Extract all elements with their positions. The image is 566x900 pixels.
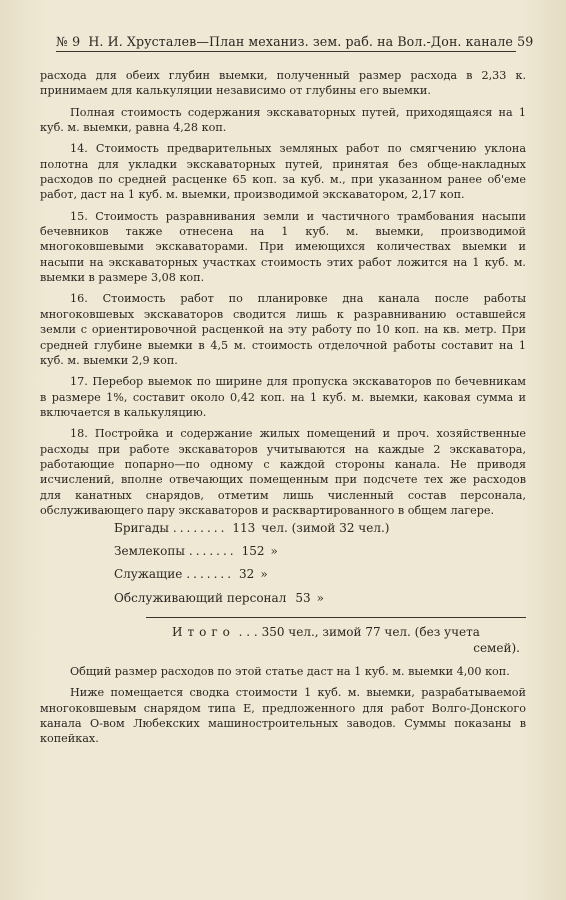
- staff-count: 113: [232, 521, 256, 535]
- paragraph-track-cost: Полная стоимость содержания экскаваторных путей, приходящаяся на 1 куб. м. выемки, равна 4,28 коп.: [40, 105, 526, 135]
- staff-unit: »: [270, 544, 278, 559]
- total-divider: [146, 617, 526, 618]
- staff-count: 152: [241, 544, 265, 559]
- paragraph-16: 16. Стоимость работ по планировке дна канала после работы многоковшевых экскаваторов сводится лишь к разравниванию оставшейся земли с ориентировочной расценкой на эту работу по 10 коп. на кв. метр. При средней глубине выемки в 4,5 м. стоимость отделочной работы составит на 1 куб. м. выемки 2,9 коп.: [40, 292, 526, 367]
- issue-number: № 9: [56, 34, 81, 49]
- leader-dots: .......: [188, 544, 237, 559]
- paragraph-15: 15. Стоимость разравнивания земли и частичного трамбования насыпи бечевников также отнесена на 1 куб. м. выемки, производимой многоковшевыми экскаваторами. При имеющихся количествах выемки и насыпи на экскаваторных участках стоимость этих работ ложится на 1 куб. м. выемки в размере 3,08 коп.: [40, 209, 526, 285]
- leader-dots: .......: [186, 567, 235, 582]
- closing-text: [40, 664, 526, 747]
- staff-unit: чел. (зимой 32 чел.): [261, 521, 390, 535]
- paragraph-17: 17. Перебор выемок по ширине для пропуска экскаваторов по бечевникам в размере 1%, составит около 0,42 коп. на 1 куб. м. выемки, каковая сумма и включается в калькуляцию.: [40, 375, 526, 419]
- total-text: 350 чел., зимой 77 чел. (без учета: [261, 625, 480, 639]
- body-text: [40, 68, 526, 518]
- staff-list: [114, 521, 414, 614]
- staff-unit: »: [316, 590, 324, 605]
- staff-row: [114, 544, 414, 567]
- paragraph-continued: расхода для обеих глубин выемки, полученный размер расхода в 2,33 к. принимаем для калькуляции независимо от глубины его выемки.: [40, 69, 526, 98]
- total-dots: . . .: [238, 625, 258, 639]
- total-label: Итого: [172, 625, 235, 639]
- header-text: Н. И. Хрусталев—План механиз. зем. раб. на Вол.-Дон. канале 59: [88, 34, 534, 49]
- staff-row: [114, 521, 414, 544]
- staff-name: Служащие: [114, 567, 183, 582]
- staff-name: Обслуживающий персонал: [114, 590, 287, 605]
- staff-count: 32: [239, 567, 255, 582]
- leader-dots: ........: [172, 521, 228, 535]
- total-line: [172, 624, 526, 656]
- paragraph-total-cost: Общий размер расходов по этой статье даст на 1 куб. м. выемки 4,00 коп.: [70, 665, 510, 678]
- total-continuation: семей).: [473, 641, 520, 655]
- staff-row: [114, 591, 414, 614]
- staff-name: Землекопы: [114, 544, 185, 559]
- running-header: [56, 34, 534, 52]
- staff-unit: »: [260, 567, 268, 582]
- staff-name: Бригады: [114, 521, 169, 535]
- paragraph-18: 18. Постройка и содержание жилых помещений и проч. хозяйственные расходы при работе экскаваторов учитываются на каждые 2 экскаватора, работающие попарно—по одному с каждой стороны канала. Не приводя исчислений, вполне отвечающих помещенным при подсчете тех же расходов для канатных снарядов, отметим лишь численный состав персонала, обслуживающего пару экскаваторов и расквартированного в общем лагере.: [40, 427, 526, 517]
- staff-count: 53: [295, 590, 311, 605]
- paragraph-summary-intro: Ниже помещается сводка стоимости 1 куб. м. выемки, разрабатываемой многоковшевым снарядом типа Е, предложенного для работ Волго-Донского канала О-вом Любекских машиностроительных заводов. Суммы показаны в копейках.: [40, 686, 526, 746]
- paragraph-14: 14. Стоимость предварительных земляных работ по смягчению уклона полотна для укладки экскаваторных путей, принятая без обще-накладных расходов по средней расценке 65 коп. за куб. м., при указанном ранее об'еме работ, даст на 1 куб. м. выемки, производимой экскаватором, 2,17 коп.: [40, 142, 526, 202]
- staff-row: [114, 567, 414, 590]
